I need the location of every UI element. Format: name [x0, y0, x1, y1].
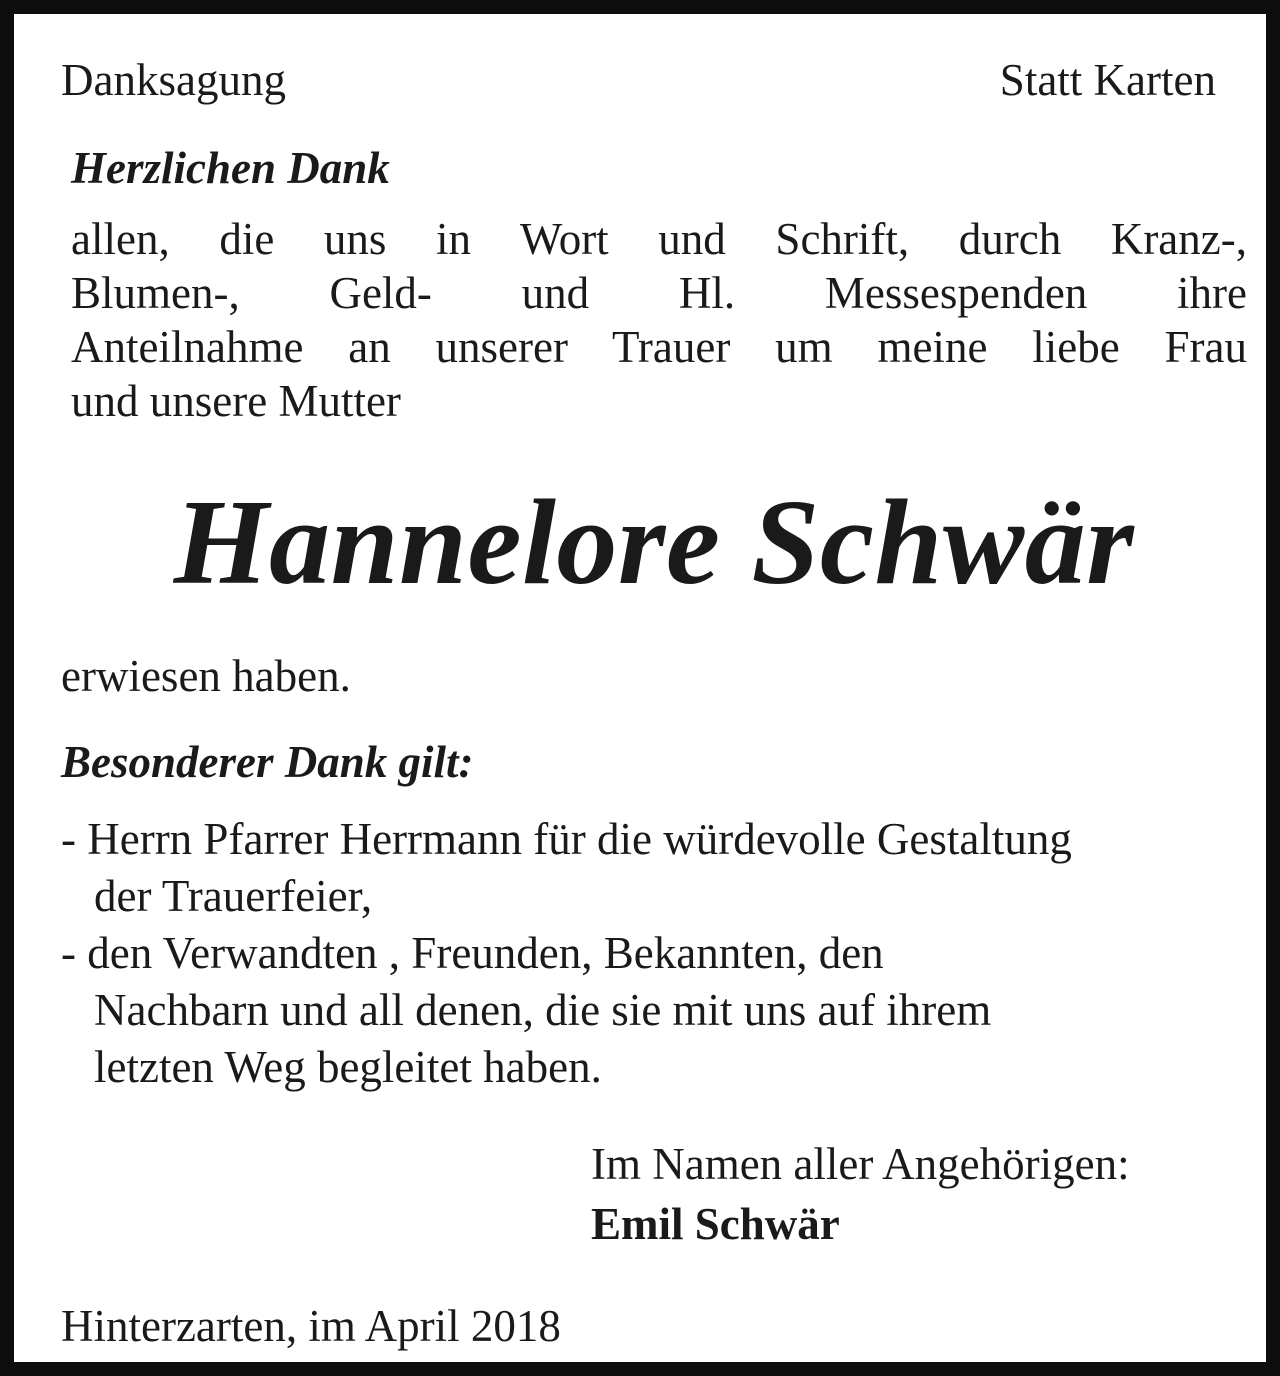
- list-item-continuation: der Trauerfeier,: [94, 871, 373, 921]
- header-label-right: Statt Karten: [999, 55, 1216, 105]
- special-thanks-list: [61, 811, 1261, 1096]
- list-item-continuation: Nachbarn und all denen, die sie mit uns auf ihrem: [94, 985, 992, 1035]
- deceased-name: Hannelore Schwär: [173, 475, 1135, 610]
- signature-label: Im Namen aller Angehörigen:: [591, 1139, 1130, 1189]
- signature-name: Emil Schwär: [591, 1199, 840, 1249]
- header-label-left: Danksagung: [61, 55, 286, 105]
- thanks-paragraph: [71, 212, 1247, 428]
- special-thanks-heading: Besonderer Dank gilt:: [61, 737, 474, 787]
- after-name-text: erwiesen haben.: [61, 651, 351, 701]
- thanks-line: Anteilnahme an unserer Trauer um meine liebe Frau: [71, 322, 1247, 372]
- place-date: Hinterzarten, im April 2018: [61, 1301, 561, 1351]
- thanks-heading: Herzlichen Dank: [71, 143, 390, 193]
- list-item: - den Verwandten , Freunden, Bekannten, den: [61, 928, 884, 978]
- list-item-continuation: letzten Weg begleitet haben.: [94, 1042, 602, 1092]
- thanks-line: allen, die uns in Wort und Schrift, durch Kranz-,: [71, 214, 1247, 264]
- thanks-line: und unsere Mutter: [71, 376, 401, 426]
- thanks-line: Blumen-, Geld- und Hl. Messespenden ihre: [71, 268, 1247, 318]
- list-item: - Herrn Pfarrer Herrmann für die würdevolle Gestaltung: [61, 814, 1072, 864]
